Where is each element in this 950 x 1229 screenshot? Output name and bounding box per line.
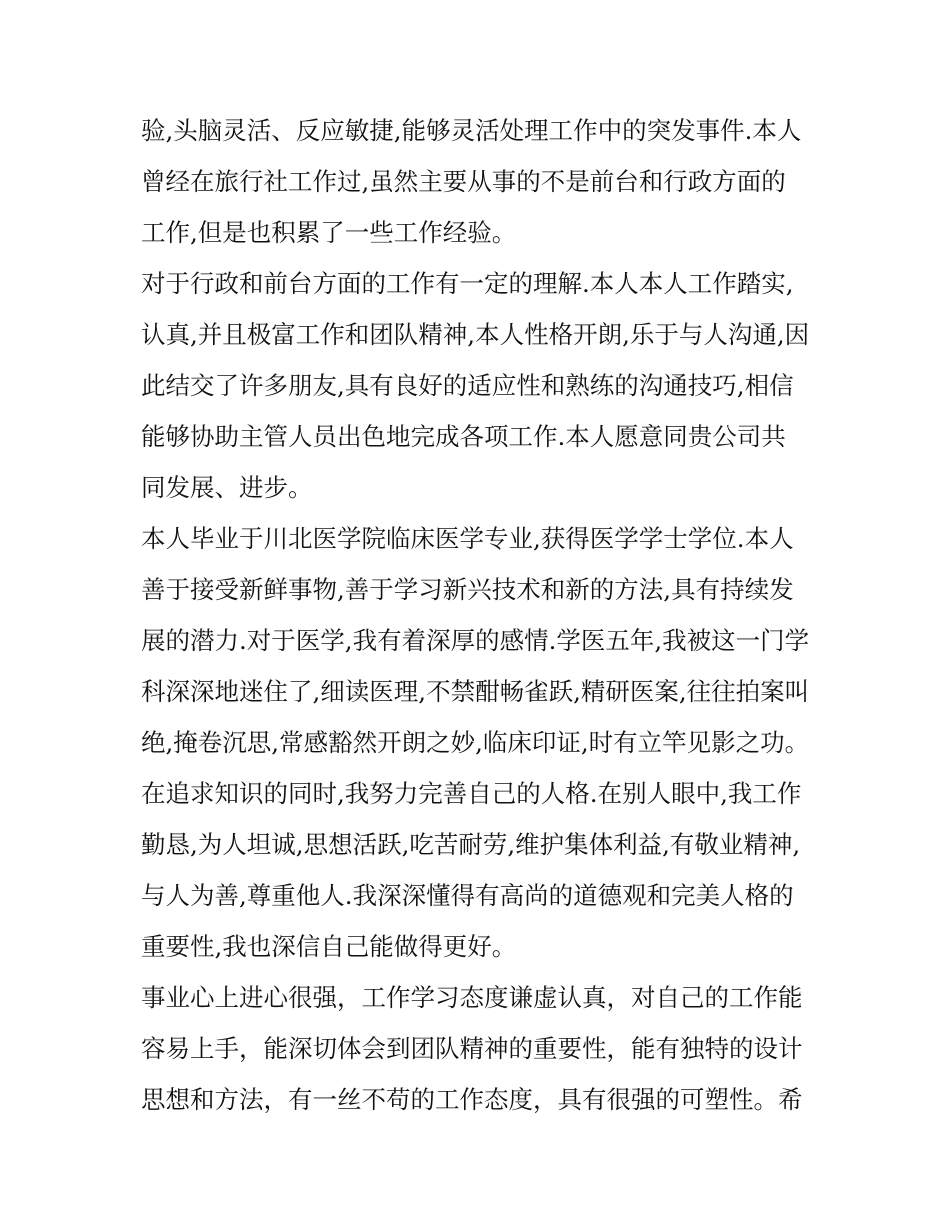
text-line: 勤恳,为人坦诚,思想活跃,吃苦耐劳,维护集体利益,有敬业精神, <box>141 830 801 859</box>
text-line: 展的潜力.对于医学,我有着深厚的感情.学医五年,我被这一门学 <box>141 626 810 655</box>
text-line: 本人毕业于川北医学院临床医学专业,获得医学学士学位.本人 <box>141 524 794 553</box>
body-text <box>141 105 821 1125</box>
text-line: 善于接受新鲜事物,善于学习新兴技术和新的方法,具有持续发 <box>141 575 794 604</box>
text-line: 认真,并且极富工作和团队精神,本人性格开朗,乐于与人沟通,因 <box>141 320 810 349</box>
text-line: 工作,但是也积累了一些工作经验。 <box>141 218 517 247</box>
text-line: 容易上手，能深切体会到团队精神的重要性，能有独特的设计 <box>141 1034 803 1063</box>
text-line: 在追求知识的同时,我努力完善自己的人格.在别人眼中,我工作 <box>141 779 802 808</box>
text-line: 验,头脑灵活、反应敏捷,能够灵活处理工作中的突发事件.本人 <box>141 116 802 145</box>
text-line: 绝,掩卷沉思,常感豁然开朗之妙,临床印证,时有立竿见影之功。 <box>141 728 810 757</box>
text-line: 科深深地迷住了,细读医理,不禁酣畅雀跃,精研医案,往往拍案叫 <box>141 677 810 706</box>
text-line: 曾经在旅行社工作过,虽然主要从事的不是前台和行政方面的 <box>141 167 786 196</box>
text-line: 思想和方法，有一丝不苟的工作态度，具有很强的可塑性。希 <box>141 1085 803 1114</box>
text-line: 重要性,我也深信自己能做得更好。 <box>141 932 517 961</box>
text-line: 同发展、进步。 <box>141 473 313 502</box>
text-line: 能够协助主管人员出色地完成各项工作.本人愿意同贵公司共 <box>141 422 786 451</box>
text-line: 与人为善,尊重他人.我深深懂得有高尚的道德观和完美人格的 <box>141 881 794 910</box>
text-line: 事业心上进心很强，工作学习态度谦虚认真，对自己的工作能 <box>141 983 803 1012</box>
text-line: 对于行政和前台方面的工作有一定的理解.本人本人工作踏实, <box>141 269 794 298</box>
text-line: 此结交了许多朋友,具有良好的适应性和熟练的沟通技巧,相信 <box>141 371 794 400</box>
